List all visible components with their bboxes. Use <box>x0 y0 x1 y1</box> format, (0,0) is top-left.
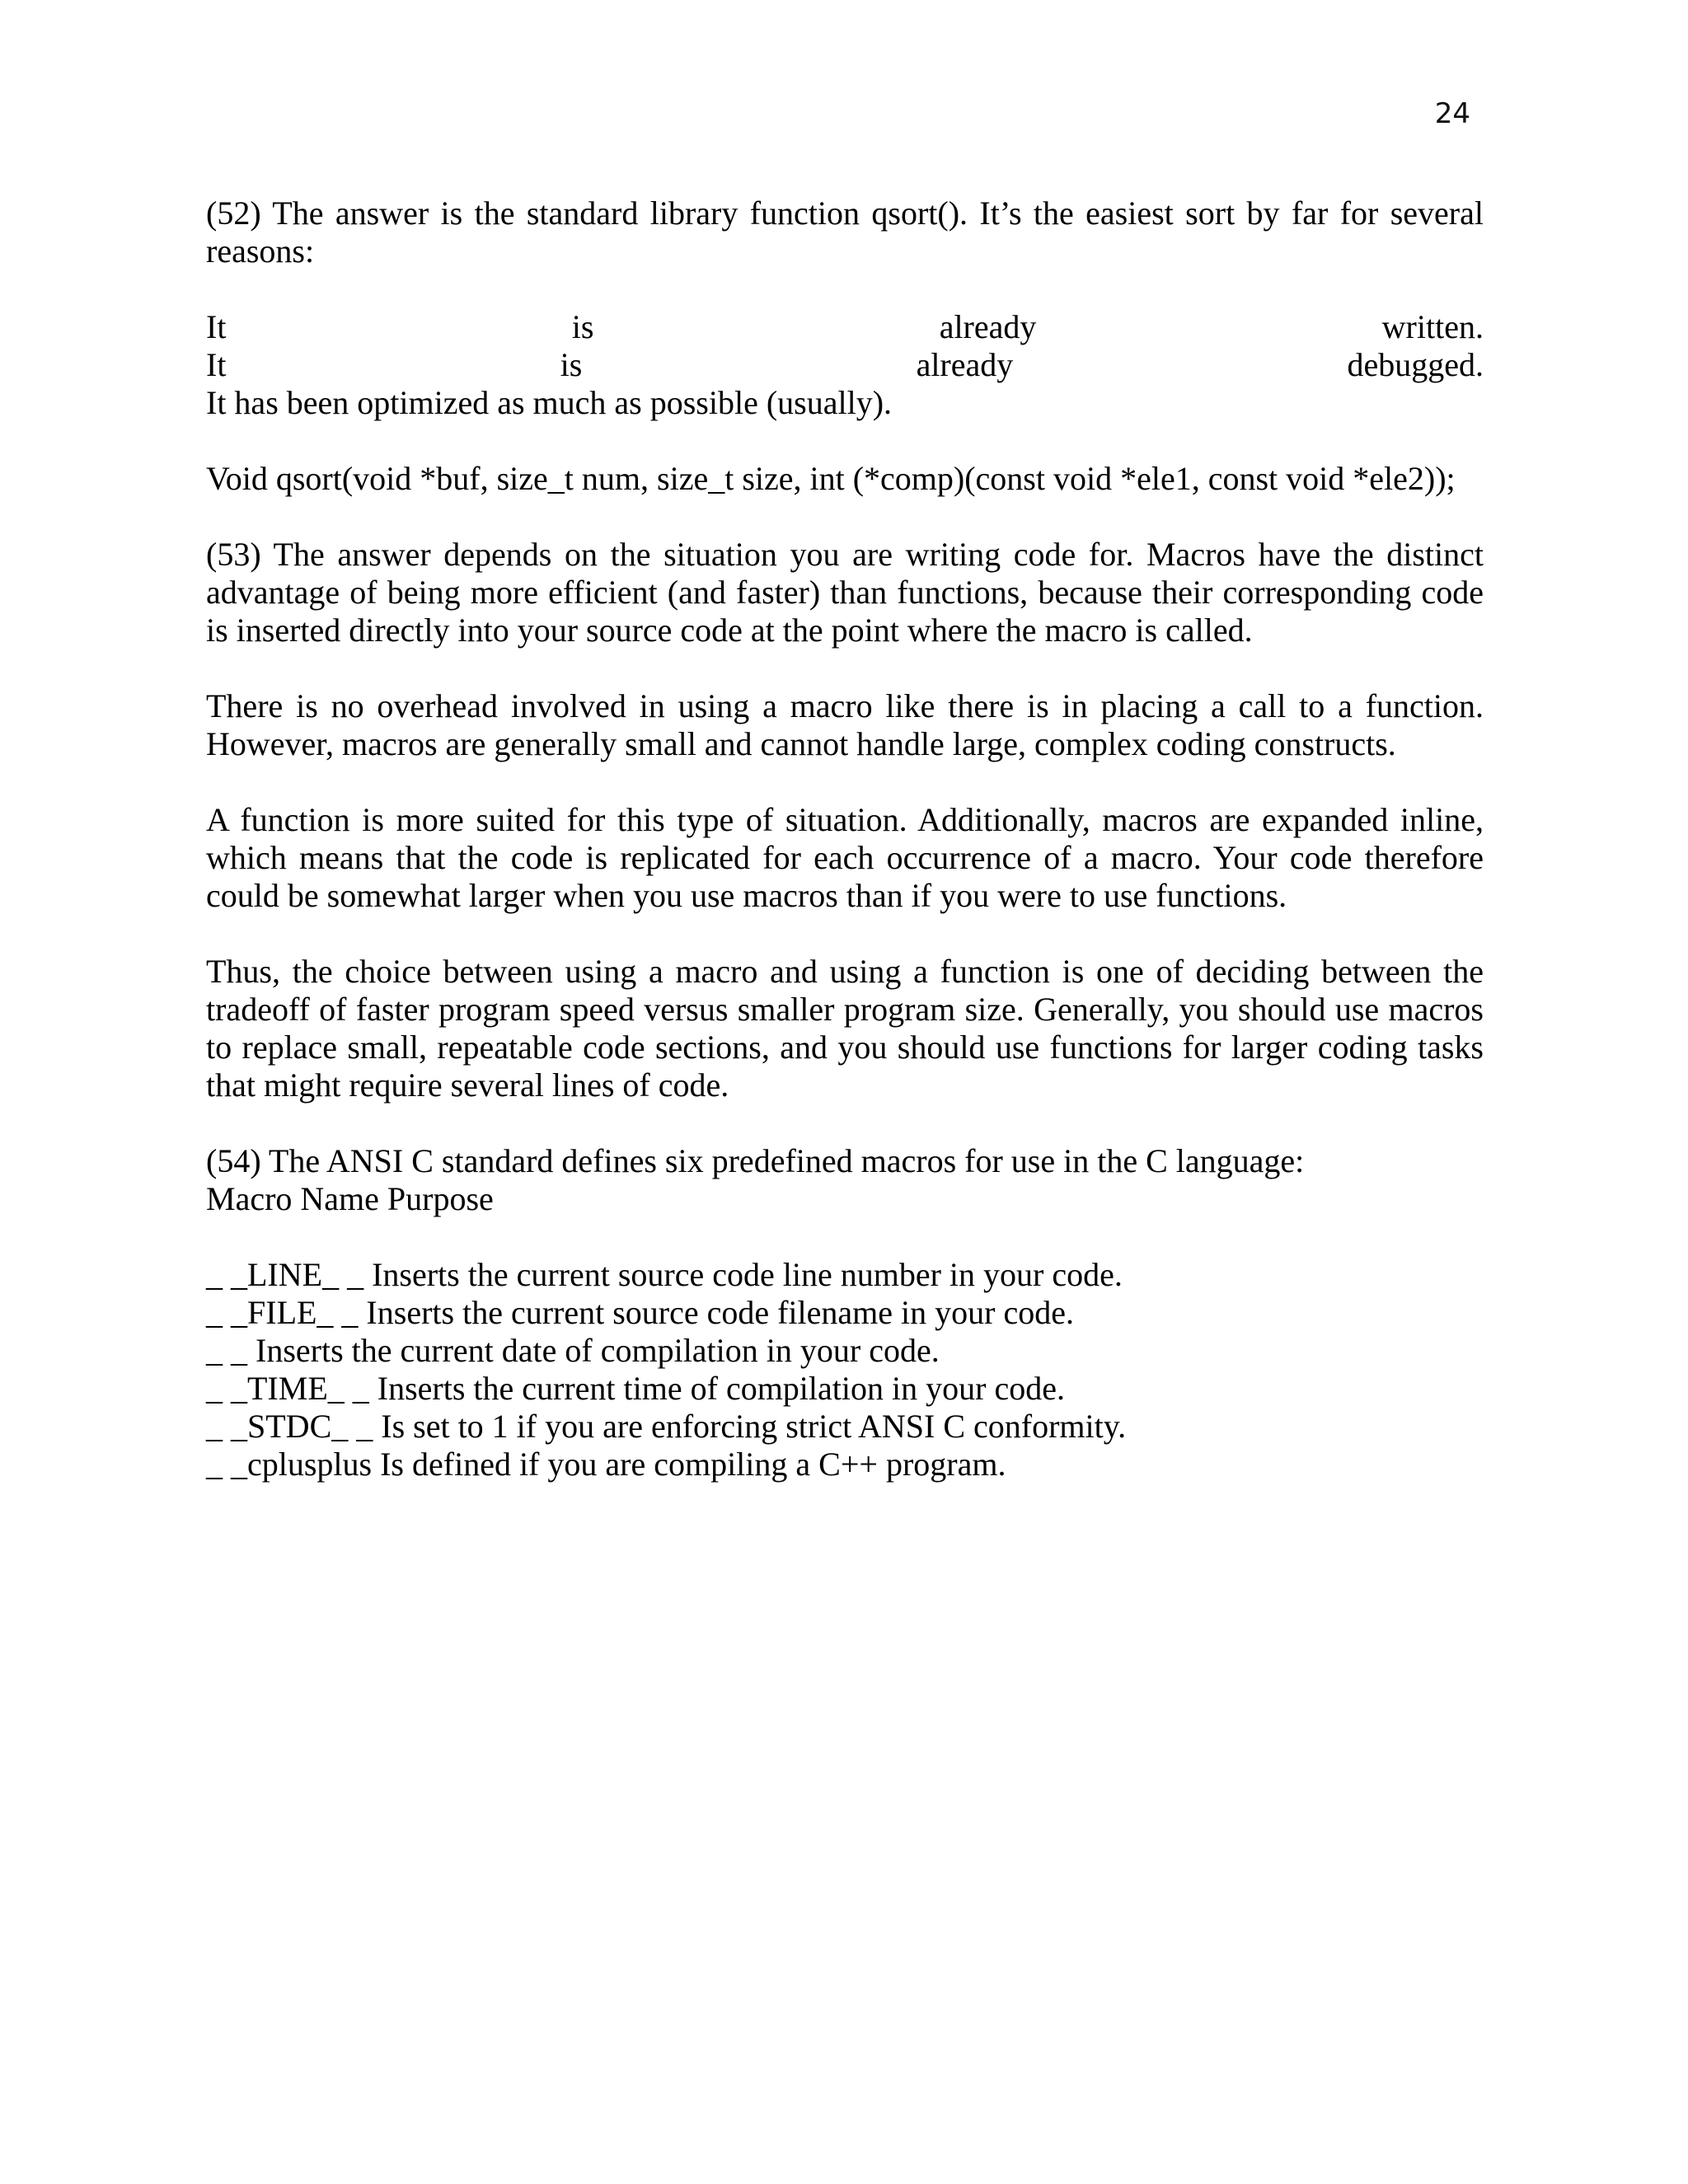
q54-intro-block <box>206 1142 1484 1218</box>
q54-macro-list <box>206 1256 1484 1483</box>
q53-paragraph-1: (53) The answer depends on the situation you are writing code for. Macros have the distinct advantage of being more efficient (and faster) than functions, because their corresponding code is inserted directly into your source code at the point where the macro is called. <box>206 536 1484 649</box>
page-number: 24 <box>1434 97 1470 130</box>
reason-word: is <box>560 346 583 383</box>
macro-list-item: _ _FILE_ _ Inserts the current source code filename in your code. <box>206 1294 1074 1331</box>
reason-word: is <box>571 308 594 345</box>
q53-paragraph-4: Thus, the choice between using a macro and using a function is one of deciding between the tradeoff of faster program speed versus smaller program size. Generally, you should use macros to replace small, repeatable code sections, and you should use functions for larger coding tasks that might require several lines of code. <box>206 953 1484 1104</box>
reason-word: already <box>916 346 1014 383</box>
q54-table-header: Macro Name Purpose <box>206 1180 494 1217</box>
q52-reason-optimized: It has been optimized as much as possible (usually). <box>206 384 893 421</box>
q52-qsort-prototype: Void qsort(void *buf, size_t num, size_t size, int (*comp)(const void *ele1, const void *ele2)); <box>206 460 1456 497</box>
reason-word: written. <box>1381 308 1484 345</box>
reason-word: It <box>206 346 227 383</box>
q54-intro: (54) The ANSI C standard defines six predefined macros for use in the C language: <box>206 1142 1305 1179</box>
macro-list-item: _ _TIME_ _ Inserts the current time of compilation in your code. <box>206 1370 1065 1407</box>
macro-list-item: _ _ Inserts the current date of compilation in your code. <box>206 1332 940 1369</box>
reason-word: debugged. <box>1347 346 1484 383</box>
page-content <box>206 194 1484 1521</box>
macro-list-item: _ _cplusplus Is defined if you are compiling a C++ program. <box>206 1446 1006 1483</box>
reason-word: It <box>206 308 227 345</box>
q52-reason-debugged <box>206 346 1484 384</box>
q52-reasons <box>206 308 1484 422</box>
macro-list-item: _ _LINE_ _ Inserts the current source code line number in your code. <box>206 1256 1123 1293</box>
q53-paragraph-3: A function is more suited for this type of situation. Additionally, macros are expanded inline, which means that the code is replicated for each occurrence of a macro. Your code therefore could be somewhat larger when you use macros than if you were to use functions. <box>206 801 1484 914</box>
q53-paragraph-2: There is no overhead involved in using a macro like there is in placing a call to a function. However, macros are generally small and cannot handle large, complex coding constructs. <box>206 687 1484 762</box>
q52-intro: (52) The answer is the standard library function qsort(). It’s the easiest sort by far for several reasons: <box>206 194 1484 269</box>
macro-list-item: _ _STDC_ _ Is set to 1 if you are enforcing strict ANSI C conformity. <box>206 1408 1127 1445</box>
reason-word: already <box>939 308 1037 345</box>
q52-reason-written <box>206 308 1484 346</box>
